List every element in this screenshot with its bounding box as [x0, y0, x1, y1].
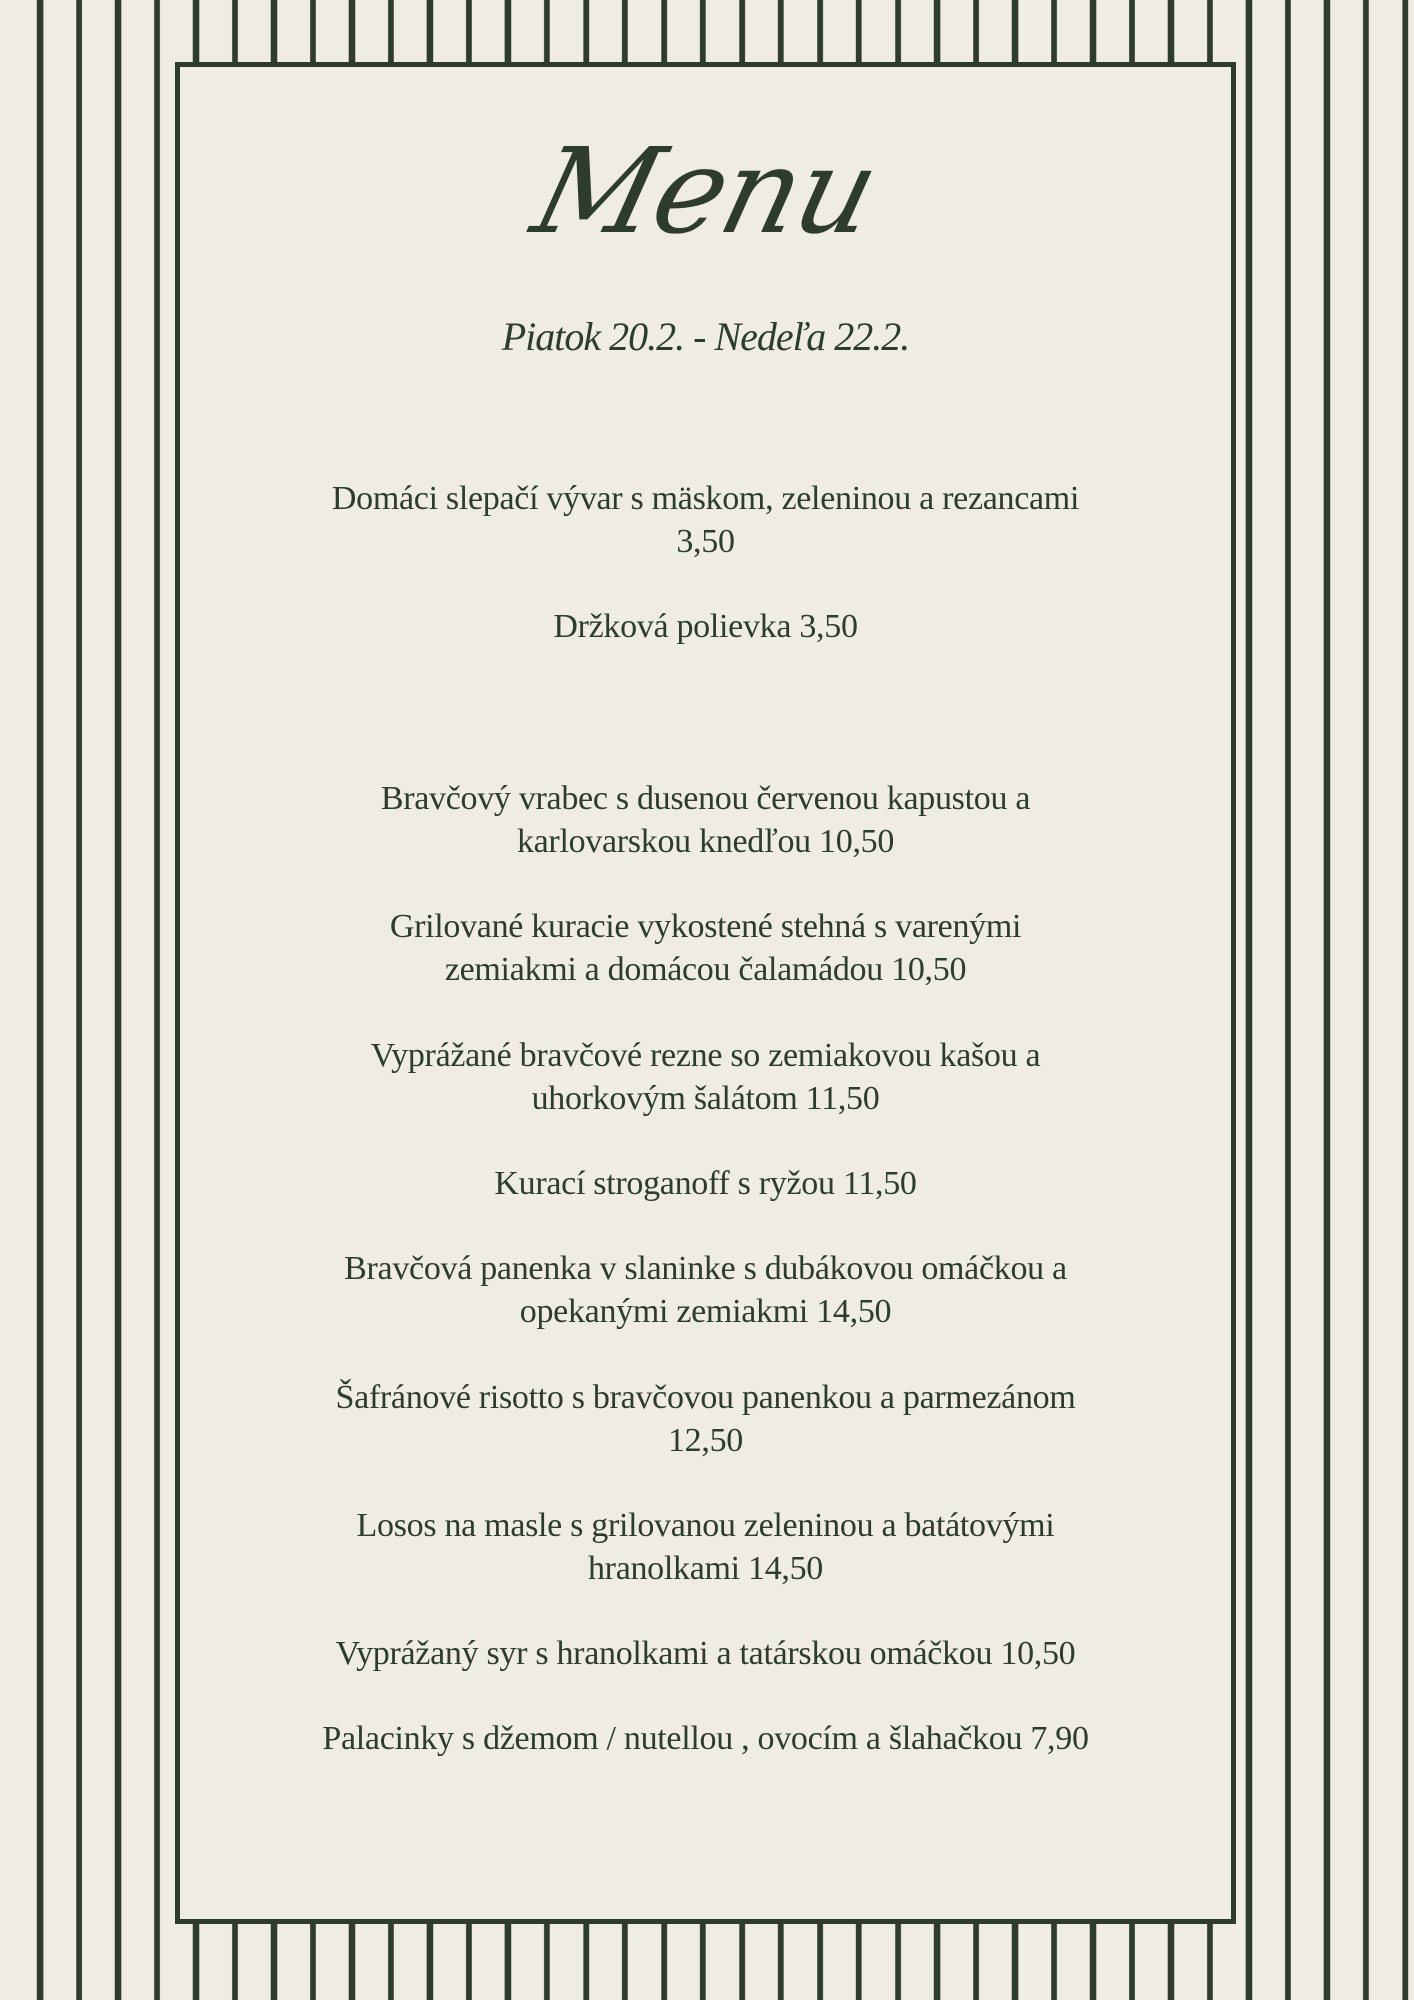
menu-item-text: Kurací stroganoff s ryžou 11,50 [494, 1165, 917, 1202]
menu-item-text: 12,50 [667, 1422, 743, 1459]
menu-item-pancakes [220, 1717, 1191, 1760]
menu-item-text: opekanými zemiakmi 14,50 [519, 1293, 892, 1330]
menu-item-text: Držková polievka 3,50 [553, 608, 858, 645]
menu-item-text: Losos na masle s grilovanou zeleninou a batátovými [356, 1507, 1055, 1544]
menu-item-text: Palacinky s džemom / nutellou , ovocím a šlahačkou 7,90 [322, 1720, 1089, 1757]
menu-item-fried-cheese [220, 1632, 1191, 1675]
menu-item-chicken-soup [220, 477, 1191, 563]
menu-item-tripe-soup [220, 605, 1191, 648]
menu-item-text: uhorkovým šalátom 11,50 [531, 1080, 880, 1117]
menu-item-text: Domáci slepačí vývar s mäskom, zeleninou a rezancami [331, 480, 1080, 517]
menu-date-range: Piatok 20.2. - Nedeľa 22.2. [501, 314, 910, 359]
menu-panel [175, 62, 1236, 1924]
menu-item-text: karlovarskou knedľou 10,50 [516, 823, 895, 860]
menu-item-salmon [220, 1504, 1191, 1590]
menu-item-text: Vyprážané bravčové rezne so zemiakovou kašou a [370, 1037, 1041, 1074]
menu-item-text: 3,50 [676, 523, 735, 560]
menu-item-grilled-chicken [220, 905, 1191, 991]
menu-item-text: zemiakmi a domácou čalamádou 10,50 [444, 951, 967, 988]
menu-item-pork-vrabec [220, 777, 1191, 863]
menu-item-pork-schnitzel [220, 1034, 1191, 1120]
menu-item-pork-tenderloin [220, 1247, 1191, 1333]
menu-item-text: Bravčová panenka v slaninke s dubákovou omáčkou a [344, 1250, 1067, 1287]
menu-item-chicken-stroganoff [220, 1162, 1191, 1205]
menu-item-text: Bravčový vrabec s dusenou červenou kapustou a [380, 780, 1031, 817]
menu-item-saffron-risotto [220, 1376, 1191, 1462]
menu-item-text: Vyprážaný syr s hranolkami a tatárskou omáčkou 10,50 [335, 1635, 1076, 1672]
menu-item-text: Šafránové risotto s bravčovou panenkou a parmezánom [335, 1379, 1076, 1416]
menu-item-text: Grilované kuracie vykostené stehná s varenými [389, 908, 1022, 945]
menu-title: Menu [520, 122, 891, 260]
menu-item-text: hranolkami 14,50 [587, 1550, 824, 1587]
